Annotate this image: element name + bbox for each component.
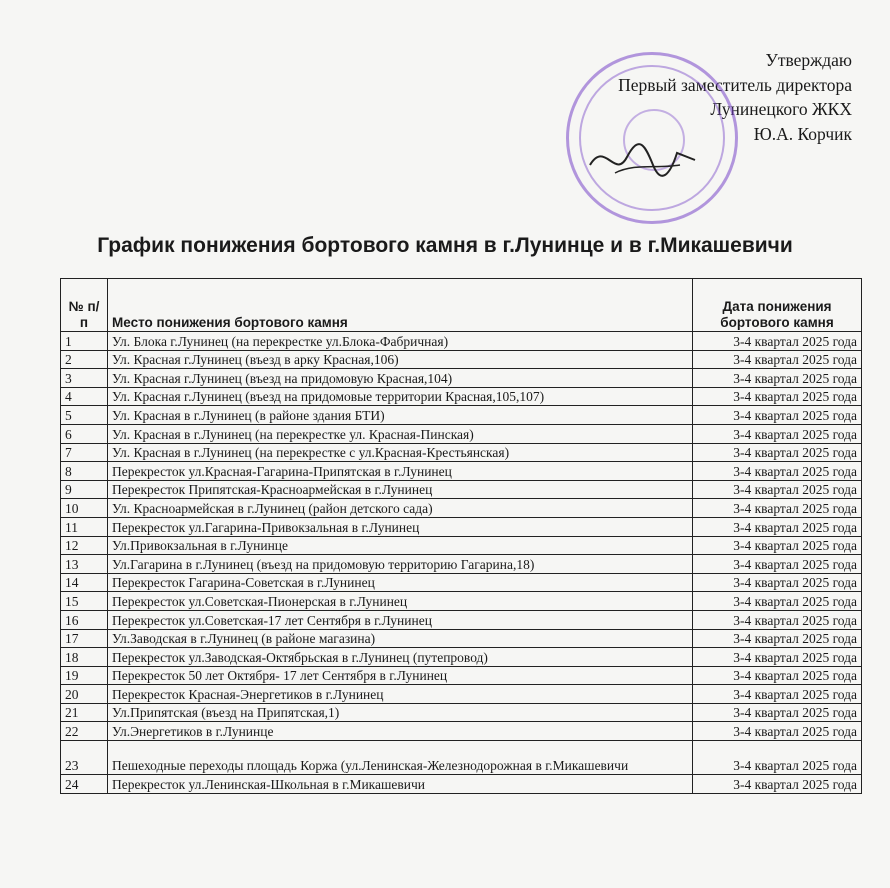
- signature-icon: [585, 135, 705, 185]
- row-number: 20: [61, 685, 108, 704]
- schedule-table: [60, 278, 862, 794]
- row-place: Перекресток Припятская-Красноармейская в г.Лунинец: [108, 480, 693, 499]
- row-date: 3-4 квартал 2025 года: [693, 332, 862, 351]
- row-place: Ул.Заводская в г.Лунинец (в районе магазина): [108, 629, 693, 648]
- header-number: № п/п: [61, 279, 108, 332]
- row-place: Ул.Энергетиков в г.Лунинцe: [108, 722, 693, 741]
- row-place: Перекресток ул.Советская-17 лет Сентября в г.Лунинец: [108, 610, 693, 629]
- row-number: 24: [61, 775, 108, 794]
- table-row: [61, 480, 862, 499]
- row-number: 22: [61, 722, 108, 741]
- approval-line-organization: Лунинецкого ЖКХ: [710, 99, 852, 119]
- row-place: Перекресток Гагарина-Советская в г.Лунинец: [108, 573, 693, 592]
- row-number: 10: [61, 499, 108, 518]
- row-place: Ул. Красноармейская в г.Лунинец (район детского сада): [108, 499, 693, 518]
- row-number: 7: [61, 443, 108, 462]
- row-place: Ул. Красная г.Лунинец (въезд на придомовую Красная,104): [108, 369, 693, 388]
- row-number: 1: [61, 332, 108, 351]
- row-date: 3-4 квартал 2025 года: [693, 685, 862, 704]
- row-place: Ул. Красная г.Лунинец (въезд в арку Красная,106): [108, 350, 693, 369]
- row-date: 3-4 квартал 2025 года: [693, 369, 862, 388]
- row-date: 3-4 квартал 2025 года: [693, 703, 862, 722]
- row-place: Ул. Красная в г.Лунинец (на перекрестке ул. Красная-Пинская): [108, 424, 693, 443]
- row-place: Перекресток Красная-Энергетиков в г.Лунинец: [108, 685, 693, 704]
- row-number: 19: [61, 666, 108, 685]
- row-place: Ул. Красная г.Лунинец (въезд на придомовые территории Красная,105,107): [108, 387, 693, 406]
- table-row: [61, 424, 862, 443]
- row-date: 3-4 квартал 2025 года: [693, 741, 862, 775]
- row-number: 18: [61, 648, 108, 667]
- row-number: 11: [61, 517, 108, 536]
- table-row: [61, 555, 862, 574]
- row-place: Ул. Блока г.Лунинец (на перекрестке ул.Блока-Фабричная): [108, 332, 693, 351]
- row-number: 5: [61, 406, 108, 425]
- table-row: [61, 517, 862, 536]
- table-row: [61, 648, 862, 667]
- row-number: 17: [61, 629, 108, 648]
- row-number: 9: [61, 480, 108, 499]
- row-number: 4: [61, 387, 108, 406]
- table-row: [61, 573, 862, 592]
- row-place: Перекресток ул.Заводская-Октябрьская в г.Лунинец (путепровод): [108, 648, 693, 667]
- document-title: График понижения бортового камня в г.Лунинце и в г.Микашевичи: [97, 234, 793, 257]
- row-date: 3-4 квартал 2025 года: [693, 499, 862, 518]
- table-row: [61, 666, 862, 685]
- table-row: [61, 685, 862, 704]
- row-place: Ул.Гагарина в г.Лунинец (въезд на придомовую территорию Гагарина,18): [108, 555, 693, 574]
- approval-line-approve: Утверждаю: [765, 50, 852, 70]
- row-number: 3: [61, 369, 108, 388]
- table-header-row: [61, 279, 862, 332]
- row-number: 6: [61, 424, 108, 443]
- table-row: [61, 629, 862, 648]
- table-row: [61, 350, 862, 369]
- table-row: [61, 775, 862, 794]
- row-place: Перекресток ул.Гагарина-Привокзальная в г.Лунинец: [108, 517, 693, 536]
- header-place: Место понижения бортового камня: [108, 279, 693, 332]
- row-date: 3-4 квартал 2025 года: [693, 592, 862, 611]
- row-place: Ул.Припятская (въезд на Припятская,1): [108, 703, 693, 722]
- table-row: [61, 332, 862, 351]
- table-row: [61, 703, 862, 722]
- row-date: 3-4 квартал 2025 года: [693, 775, 862, 794]
- table-row: [61, 741, 862, 775]
- row-date: 3-4 квартал 2025 года: [693, 517, 862, 536]
- table-row: [61, 610, 862, 629]
- row-place: Ул.Привокзальная в г.Лунинце: [108, 536, 693, 555]
- row-date: 3-4 квартал 2025 года: [693, 406, 862, 425]
- row-number: 15: [61, 592, 108, 611]
- approval-line-name: Ю.А. Корчик: [753, 123, 852, 144]
- approval-line-position: Первый заместитель директора: [618, 74, 852, 95]
- row-place: Пешеходные переходы площадь Коржа (ул.Ленинская-Железнодорожная в г.Микашевичи: [108, 741, 693, 775]
- row-place: Перекресток 50 лет Октября- 17 лет Сентября в г.Лунинец: [108, 666, 693, 685]
- row-date: 3-4 квартал 2025 года: [693, 648, 862, 667]
- row-date: 3-4 квартал 2025 года: [693, 722, 862, 741]
- row-date: 3-4 квартал 2025 года: [693, 573, 862, 592]
- table-row: [61, 499, 862, 518]
- row-number: 8: [61, 462, 108, 481]
- row-number: 21: [61, 703, 108, 722]
- row-place: Перекресток ул.Советская-Пионерская в г.Лунинец: [108, 592, 693, 611]
- table-row: [61, 406, 862, 425]
- row-date: 3-4 квартал 2025 года: [693, 629, 862, 648]
- row-number: 13: [61, 555, 108, 574]
- table-row: [61, 369, 862, 388]
- row-place: Перекресток ул.Красная-Гагарина-Припятская в г.Лунинец: [108, 462, 693, 481]
- row-date: 3-4 квартал 2025 года: [693, 424, 862, 443]
- row-number: 14: [61, 573, 108, 592]
- row-date: 3-4 квартал 2025 года: [693, 536, 862, 555]
- table-row: [61, 387, 862, 406]
- row-number: 12: [61, 536, 108, 555]
- row-date: 3-4 квартал 2025 года: [693, 350, 862, 369]
- row-date: 3-4 квартал 2025 года: [693, 555, 862, 574]
- row-date: 3-4 квартал 2025 года: [693, 387, 862, 406]
- row-date: 3-4 квартал 2025 года: [693, 480, 862, 499]
- row-place: Перекресток ул.Ленинская-Школьная в г.Микашевичи: [108, 775, 693, 794]
- row-number: 23: [61, 741, 108, 775]
- row-place: Ул. Красная в г.Лунинец (на перекрестке с ул.Красная-Крестьянская): [108, 443, 693, 462]
- table-row: [61, 443, 862, 462]
- row-place: Ул. Красная в г.Лунинец (в районе здания БТИ): [108, 406, 693, 425]
- table-row: [61, 536, 862, 555]
- row-date: 3-4 квартал 2025 года: [693, 666, 862, 685]
- table-row: [61, 592, 862, 611]
- header-date: Дата понижения бортового камня: [693, 279, 862, 332]
- table-row: [61, 722, 862, 741]
- row-date: 3-4 квартал 2025 года: [693, 443, 862, 462]
- row-date: 3-4 квартал 2025 года: [693, 610, 862, 629]
- row-number: 2: [61, 350, 108, 369]
- row-number: 16: [61, 610, 108, 629]
- row-date: 3-4 квартал 2025 года: [693, 462, 862, 481]
- table-row: [61, 462, 862, 481]
